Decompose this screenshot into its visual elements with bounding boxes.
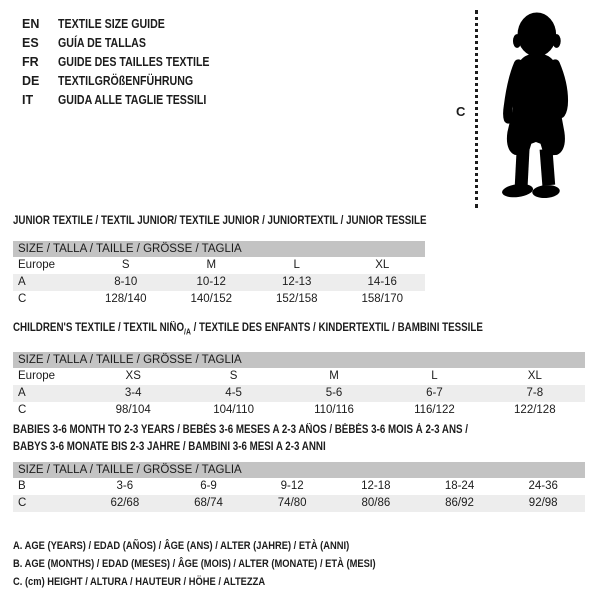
- table-header-bar: SIZE / TALLA / TAILLE / GRÖSSE / TAGLIA: [13, 352, 585, 368]
- row-label: C: [18, 292, 27, 305]
- language-label: GUIDE DES TAILLES TEXTILE: [58, 55, 210, 69]
- table-cell: 12-18: [361, 480, 391, 492]
- footnote-c-text: C. (cm) HEIGHT / ALTURA / HAUTEUR / HÖHE / ALTEZZA: [13, 576, 266, 588]
- table-cell: XL: [375, 258, 390, 271]
- section-title: [13, 320, 585, 341]
- table-cell: 4-5: [225, 386, 242, 399]
- section-title-line2: BABYS 3-6 MONATE BIS 2-3 JAHRE / BAMBINI 3-6 MESI A 2-3 ANNI: [13, 440, 326, 453]
- table-cell: 128/140: [104, 292, 147, 305]
- table-cell: 68/74: [194, 497, 223, 509]
- table-cell: M: [329, 369, 339, 382]
- height-measure-dotted-line: [475, 10, 478, 208]
- table-row: [13, 478, 585, 495]
- figure-height-label: C: [456, 104, 466, 119]
- language-row-es: [22, 34, 236, 53]
- table-cell: 10-12: [196, 275, 226, 288]
- table-cell: 104/110: [213, 403, 254, 416]
- table-row: [13, 368, 585, 385]
- table-cell: 5-6: [325, 386, 343, 399]
- row-label: Europe: [18, 369, 56, 382]
- table-cell: M: [206, 258, 217, 271]
- table-cell: 62/68: [110, 497, 140, 509]
- table-cell: 152/158: [275, 292, 318, 305]
- junior-size-table: [13, 241, 425, 308]
- footnote-b-text: B. AGE (MONTHS) / EDAD (MESES) / ÂGE (MOIS) / ALTER (MONATE) / ETÀ (MESI): [13, 558, 376, 570]
- section-children-textile: [13, 320, 585, 419]
- language-code: FR: [22, 55, 39, 69]
- table-cell: L: [293, 258, 300, 271]
- table-cell: S: [121, 258, 130, 271]
- baby-toddler-silhouette-icon: [484, 7, 586, 209]
- row-label: A: [18, 386, 26, 399]
- table-row: [13, 385, 585, 402]
- table-row: [13, 274, 425, 291]
- footnote-a-text: A. AGE (YEARS) / EDAD (AÑOS) / ÂGE (ANS) / ALTER (JAHRE) / ETÀ (ANNI): [13, 540, 350, 552]
- table-cell: 8-10: [114, 275, 138, 288]
- row-label: B: [18, 480, 26, 492]
- language-code: ES: [22, 36, 39, 50]
- baby-silhouette-shapes: [501, 13, 565, 199]
- table-cell: 122/128: [514, 403, 556, 416]
- language-row-de: [22, 72, 236, 91]
- language-legend: [22, 15, 236, 110]
- table-cell: 74/80: [277, 497, 307, 509]
- language-label: TEXTILGRÖßENFÜHRUNG: [58, 74, 194, 88]
- section-title: [13, 213, 425, 230]
- table-row: [13, 402, 585, 419]
- table-header-bar: SIZE / TALLA / TAILLE / GRÖSSE / TAGLIA: [13, 241, 425, 257]
- section-title-text: JUNIOR TEXTILE / TEXTIL JUNIOR/ TEXTILE JUNIOR / JUNIORTEXTIL / JUNIOR TESSILE: [13, 215, 427, 227]
- language-code: IT: [22, 93, 34, 107]
- section-junior-textile: [13, 213, 425, 308]
- language-label: GUIDA ALLE TAGLIE TESSILI: [58, 93, 207, 107]
- language-row-it: [22, 91, 236, 110]
- row-label: C: [18, 403, 27, 416]
- section-title-text: [13, 320, 483, 341]
- table-cell: 3-6: [116, 480, 134, 492]
- table-cell: 6-9: [200, 480, 217, 492]
- language-row-en: [22, 15, 236, 34]
- table-cell: 98/104: [115, 403, 151, 416]
- title-rest: / TEXTILE DES ENFANTS / KINDERTEXTIL / BAMBINI TESSILE: [190, 322, 483, 334]
- table-cell: 110/116: [314, 403, 354, 416]
- table-header-bar: SIZE / TALLA / TAILLE / GRÖSSE / TAGLIA: [13, 462, 585, 478]
- row-label: A: [18, 275, 26, 288]
- table-cell: 12-13: [282, 275, 312, 288]
- title-subscript: /A: [184, 327, 191, 337]
- title-main: CHILDREN'S TEXTILE / TEXTIL NIÑO: [13, 322, 185, 334]
- table-cell: 14-16: [367, 275, 397, 288]
- children-size-table: [13, 352, 585, 419]
- table-cell: 3-4: [124, 386, 142, 399]
- footnote-legend: [13, 537, 440, 591]
- language-code: DE: [22, 74, 40, 88]
- row-label: Europe: [18, 258, 56, 271]
- section-babies-textile: [13, 422, 585, 512]
- language-label: TEXTILE SIZE GUIDE: [58, 17, 165, 31]
- table-cell: 6-7: [426, 386, 443, 399]
- language-label: GUÍA DE TALLAS: [58, 36, 146, 50]
- language-row-fr: [22, 53, 236, 72]
- table-cell: 18-24: [444, 480, 475, 492]
- section-title: [13, 422, 585, 455]
- table-cell: 7-8: [526, 386, 544, 399]
- babies-size-table: [13, 462, 585, 512]
- row-label: C: [18, 497, 27, 509]
- language-code: EN: [22, 17, 40, 31]
- table-cell: 158/170: [361, 292, 404, 305]
- table-row: [13, 291, 425, 308]
- table-cell: 140/152: [190, 292, 233, 305]
- table-cell: 116/122: [414, 403, 455, 416]
- table-cell: 86/92: [445, 497, 474, 509]
- table-cell: 92/98: [528, 497, 558, 509]
- table-cell: S: [229, 369, 238, 382]
- table-row: [13, 495, 585, 512]
- footnote-a: [13, 537, 440, 555]
- section-title-line1: BABIES 3-6 MONTH TO 2-3 YEARS / BEBÉS 3-6 MESES A 2-3 AÑOS / BÉBÉS 3-6 MOIS À 2-3 ANS /: [13, 424, 469, 436]
- table-cell: L: [431, 369, 438, 382]
- footnote-b: [13, 555, 440, 573]
- table-row: [13, 257, 425, 274]
- table-cell: 24-36: [528, 480, 558, 492]
- table-cell: 9-12: [280, 480, 304, 492]
- table-cell: XL: [527, 369, 542, 382]
- table-cell: 80/86: [361, 497, 391, 509]
- footnote-c: [13, 573, 440, 591]
- table-cell: XS: [125, 369, 141, 382]
